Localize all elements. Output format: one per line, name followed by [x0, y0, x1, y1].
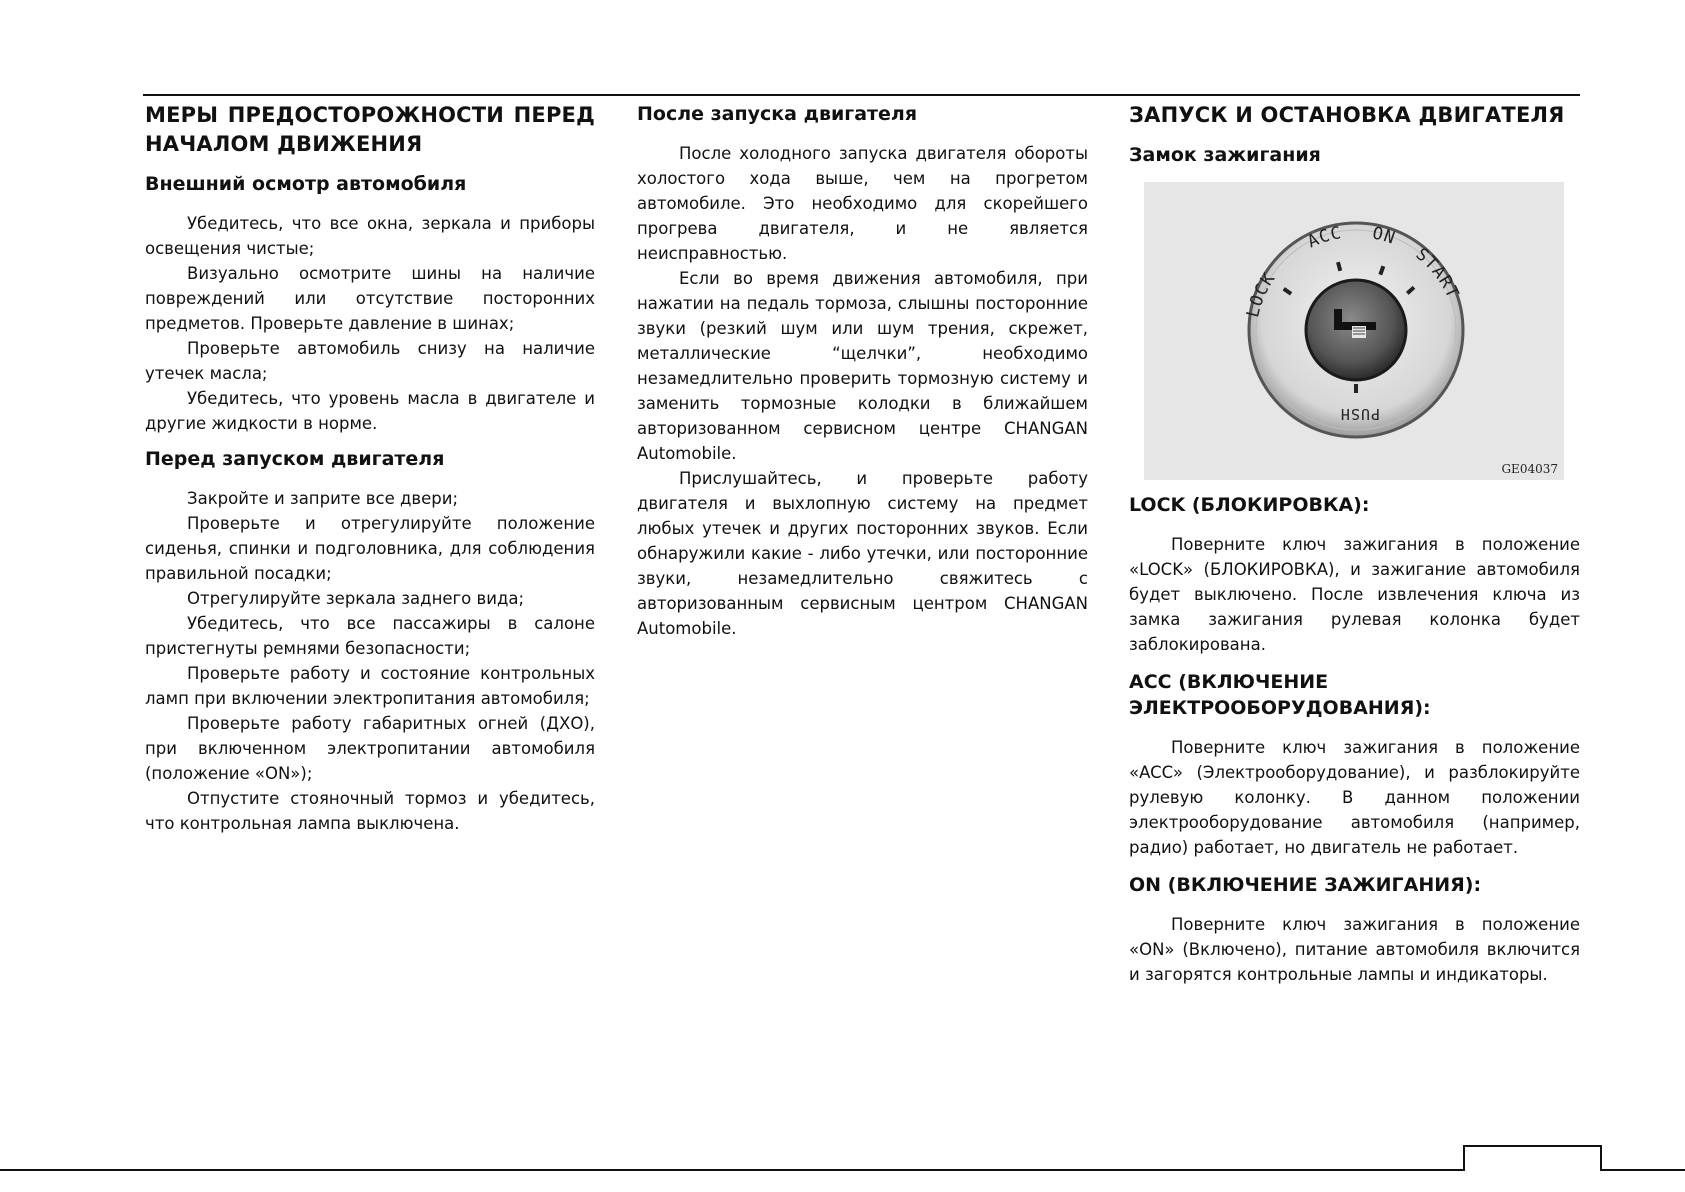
list-item: Закройте и заприте все двери; — [187, 489, 459, 508]
paragraph: Если во время движения автомобиля, при нажатии на педаль тормоза, слышны посторонние звуки (резкий шум или шум трения, скрежет, металлические “щелчки”, необходимо незамедлительно проверить тормозную систему и заменить тормозные колодки в ближайшем авторизованном сервисном центре CHANGAN Automobile. — [637, 269, 1088, 463]
list-item: Отпустите стояночный тормоз и убедитесь, что контрольная лампа выключена. — [145, 789, 595, 833]
lock-label: LOCK — [1243, 269, 1280, 320]
list-item: Проверьте работу габаритных огней (ДХО), при включенном электропитании автомобиля (положение «ON»); — [145, 714, 595, 783]
column-right — [1129, 101, 1580, 987]
column-middle — [637, 101, 1088, 641]
start-label: START — [1411, 244, 1463, 303]
paragraph: Прислушайтесь, и проверьте работу двигателя и выхлопную систему на предмет любых утечек и других посторонних звуков. Если обнаружили какие - либо утечки, или посторонние звуки, незамедлительно свяжитесь с авторизованным сервисным центром CHANGAN Automobile. — [637, 469, 1088, 638]
subheading-after-start: После запуска двигателя — [637, 103, 918, 125]
on-label: ON — [1370, 223, 1399, 249]
paragraph-lock: Поверните ключ зажигания в положение «LOCK» (БЛОКИРОВКА), и зажигание автомобиля будет выключено. После извлечения ключа из замка зажигания рулевая колонка будет заблокирована. — [1129, 535, 1580, 654]
list-item: Убедитесь, что все пассажиры в салоне пристегнуты ремнями безопасности; — [145, 614, 595, 658]
ignition-switch-figure — [1144, 182, 1564, 480]
subheading-ignition-lock: Замок зажигания — [1129, 144, 1321, 166]
section-title-precautions: МЕРЫ ПРЕДОСТОРОЖНОСТИ ПЕРЕД НАЧАЛОМ ДВИЖЕНИЯ — [145, 103, 595, 156]
paragraph-acc: Поверните ключ зажигания в положение «ACC» (Электрооборудование), и разблокируйте рулевую колонку. В данном положении электрооборудование автомобиля (например, радио) работает, но двигатель не работает. — [1129, 738, 1580, 857]
list-item: Отрегулируйте зеркала заднего вида; — [187, 589, 525, 608]
figure-code: GE04037 — [1501, 462, 1558, 476]
paragraph-on: Поверните ключ зажигания в положение «ON» (Включено), питание автомобиля включится и загорятся контрольные лампы и индикаторы. — [1129, 915, 1580, 984]
bottom-rule — [0, 1169, 1685, 1171]
heading-lock: LOCK (БЛОКИРОВКА): — [1129, 494, 1370, 516]
section-title-engine-start-stop: ЗАПУСК И ОСТАНОВКА ДВИГАТЕЛЯ — [1129, 103, 1565, 127]
push-tick — [1354, 384, 1358, 393]
list-item: Проверьте автомобиль снизу на наличие утечек масла; — [145, 339, 595, 383]
page-number-tab — [1463, 1145, 1602, 1171]
list-item: Убедитесь, что все окна, зеркала и приборы освещения чистые; — [145, 214, 595, 258]
subheading-before-start: Перед запуском двигателя — [145, 448, 445, 470]
subheading-exterior-check: Внешний осмотр автомобиля — [145, 173, 467, 195]
list-item: Визуально осмотрите шины на наличие повреждений или отсутствие посторонних предметов. Проверьте давление в шинах; — [145, 264, 595, 333]
top-rule — [143, 94, 1580, 96]
column-left — [145, 101, 595, 836]
paragraph: После холодного запуска двигателя обороты холостого хода выше, чем на прогретом автомобиле. Это необходимо для скорейшего прогрева двигателя, и не является неисправностью. — [637, 144, 1088, 263]
list-item: Проверьте и отрегулируйте положение сиденья, спинки и подголовника, для соблюдения правильной посадки; — [145, 514, 595, 583]
svg-text:PUSH — [1340, 405, 1380, 423]
push-label: PUSH — [1339, 405, 1380, 423]
acc-label: ACC — [1304, 223, 1344, 253]
heading-acc: ACC (ВКЛЮЧЕНИЕ ЭЛЕКТРООБОРУДОВАНИЯ): — [1129, 671, 1431, 719]
ignition-switch-illustration — [1144, 182, 1564, 480]
list-item: Проверьте работу и состояние контрольных ламп при включении электропитания автомобиля; — [145, 664, 595, 708]
heading-on: ON (ВКЛЮЧЕНИЕ ЗАЖИГАНИЯ): — [1129, 874, 1482, 896]
list-item: Убедитесь, что уровень масла в двигателе и другие жидкости в норме. — [145, 389, 595, 433]
